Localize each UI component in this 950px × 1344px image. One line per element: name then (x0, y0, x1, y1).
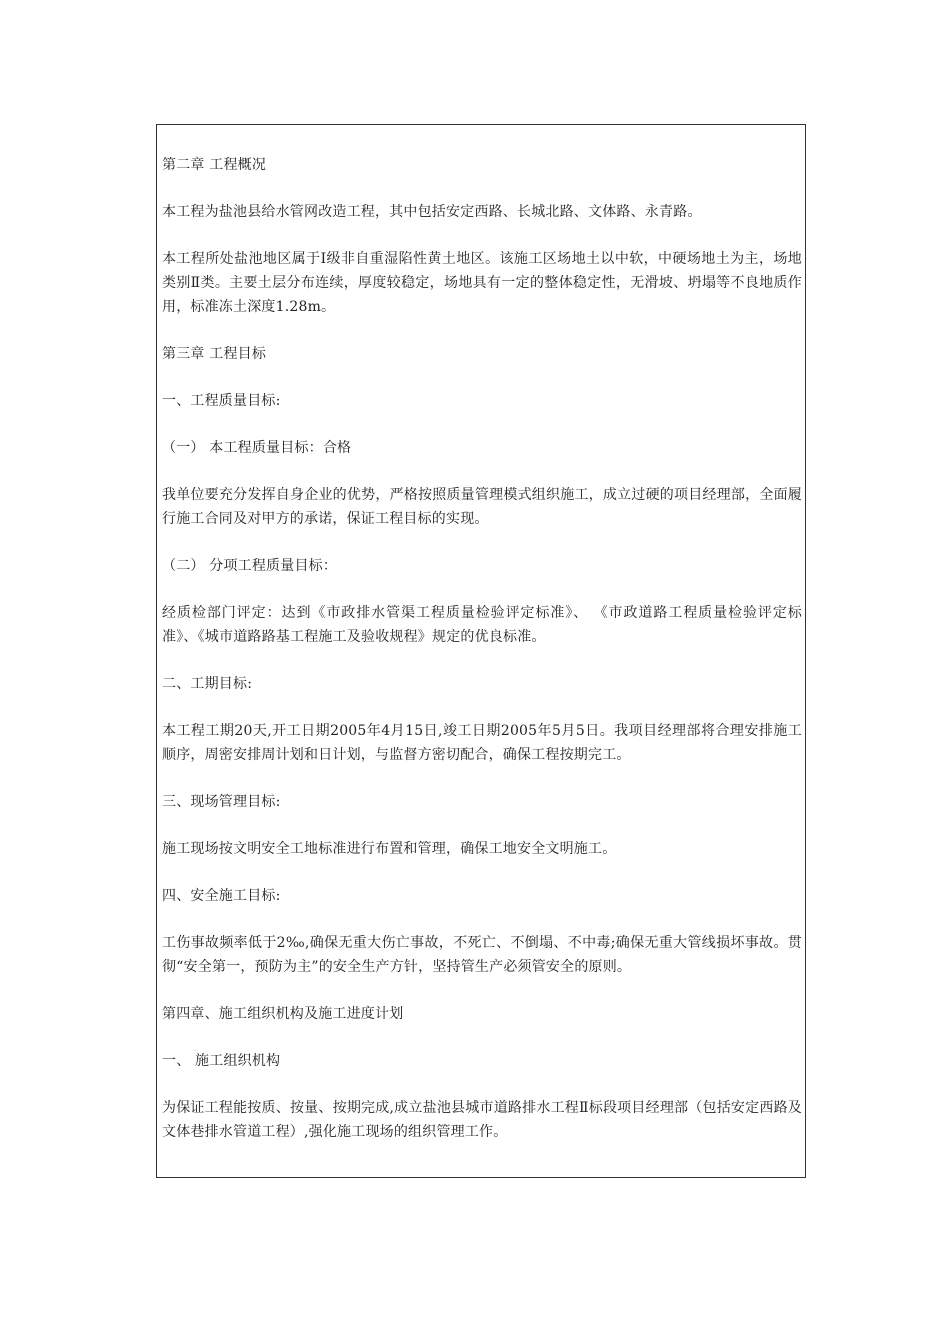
site-management-paragraph: 施工现场按文明安全工地标准进行布置和管理，确保工地安全文明施工。 (162, 841, 617, 857)
organization-paragraph: 为保证工程能按质、按量、按期完成,成立盐池县城市道路排水工程Ⅱ标段项目经理部（包括安定西路及文体巷排水管道工程）,强化施工现场的组织管理工作。 (162, 1100, 802, 1140)
safety-goal-heading: 四、安全施工目标: (162, 888, 281, 904)
quality-standards-paragraph: 经质检部门评定：达到《市政排水管渠工程质量检验评定标准》、 《市政道路工程质量检验评定标准》、《城市道路路基工程施工及验收规程》规定的优良标准。 (162, 605, 802, 645)
safety-paragraph: 工伤事故频率低于2‰,确保无重大伤亡事故，不死亡、不倒塌、不中毒;确保无重大管线损坏事故。贯彻“安全第一，预防为主”的安全生产方针，坚持管生产必须管安全的原则。 (162, 935, 802, 975)
document-frame (156, 124, 806, 1178)
chapter-3-heading: 第三章 工程目标 (162, 346, 267, 362)
project-scope-paragraph: 本工程为盐池县给水管网改造工程，其中包括安定西路、长城北路、文体路、永青路。 (162, 204, 702, 220)
quality-goal-subheading-1: （一） 本工程质量目标：合格 (162, 440, 352, 456)
quality-goal-heading: 一、工程质量目标: (162, 393, 281, 409)
schedule-goal-heading: 二、工期目标: (162, 676, 253, 692)
quality-goal-subheading-2: （二） 分项工程质量目标： (162, 558, 338, 574)
quality-commitment-paragraph: 我单位要充分发挥自身企业的优势，严格按照质量管理模式组织施工，成立过硬的项目经理部，全面履行施工合同及对甲方的承诺，保证工程目标的实现。 (162, 487, 802, 527)
organization-heading: 一、 施工组织机构 (162, 1053, 281, 1069)
schedule-paragraph: 本工程工期20天,开工日期2005年4月15日,竣工日期2005年5月5日。我项目经理部将合理安排施工顺序，周密安排周计划和日计划，与监督方密切配合，确保工程按期完工。 (162, 723, 802, 763)
chapter-4-heading: 第四章、施工组织机构及施工进度计划 (162, 1006, 404, 1022)
document-body (162, 153, 802, 1167)
geology-paragraph: 本工程所处盐池地区属于Ⅰ级非自重湿陷性黄土地区。该施工区场地土以中软，中硬场地土为主，场地类别Ⅱ类。主要土层分布连续，厚度较稳定，场地具有一定的整体稳定性，无滑坡、坍塌等不良地质作用，标准冻土深度1.28m。 (162, 251, 802, 315)
site-management-heading: 三、现场管理目标: (162, 794, 281, 810)
chapter-2-heading: 第二章 工程概况 (162, 157, 267, 173)
